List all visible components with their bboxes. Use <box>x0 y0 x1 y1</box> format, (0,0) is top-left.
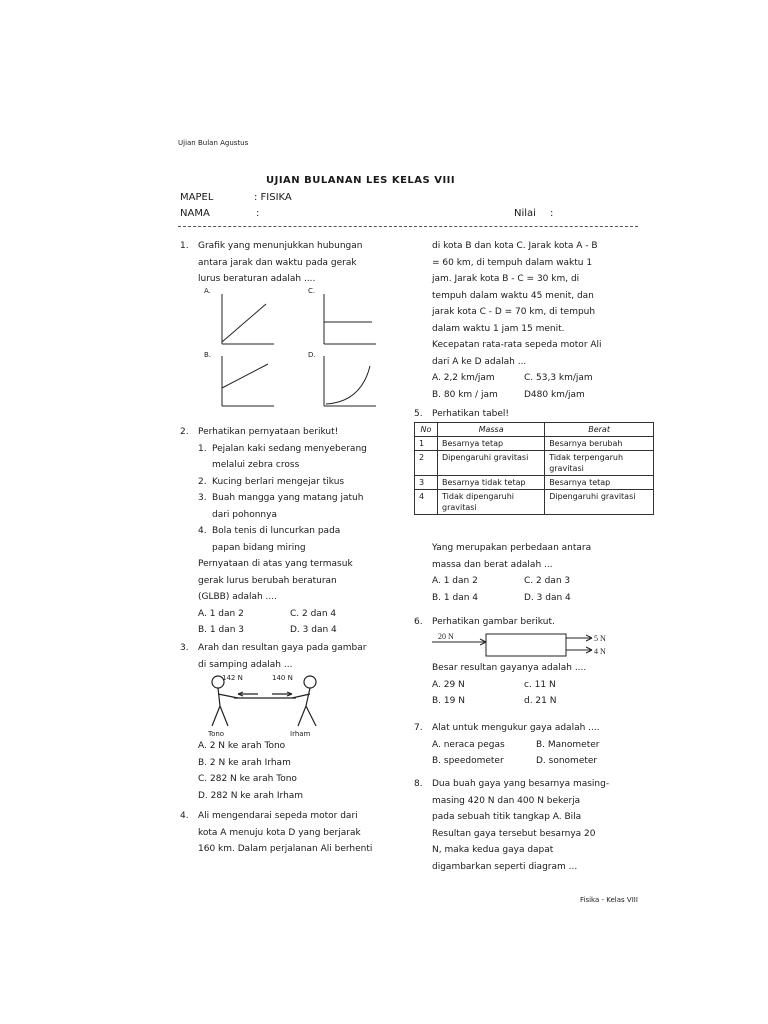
force-left-label: 20 N <box>438 632 454 641</box>
q6-number: 6. <box>414 617 423 627</box>
divider <box>178 226 638 227</box>
q3-number: 3. <box>180 643 189 653</box>
graph-c-label: C. <box>308 287 316 295</box>
nama-label: NAMA <box>180 208 210 219</box>
tono-name: Tono <box>208 730 225 738</box>
q6-question: Besar resultan gayanya adalah .... A. 29 N c. 11 N B. 19 N d. 21 N <box>432 663 587 706</box>
mass-weight-table <box>414 422 654 515</box>
q8-number: 8. <box>414 779 423 789</box>
q5-intro: Perhatikan tabel! <box>432 409 509 419</box>
q3-text: Arah dan resultan gaya pada gambar di samping adalah ... <box>198 643 367 670</box>
q2-block: Perhatikan pernyataan berikut! 1. Pejalan kaki sedang menyeberang melalui zebra cross 2. Kucing berlari mengejar tikus 3. Buah mangga yang matang jatuh dari pohonnya 4. Bola tenis di luncurkan pada papan bidang miring Pernyataan di atas yang termasuk gerak lurus berubah beraturan (GLBB) adalah .... A. 1 dan 2 C. 2 dan 4 B. 1 dan 3 D. 3 dan 4 <box>198 427 367 635</box>
table-row: 4 Tidak dipengaruhi gravitasi Dipengaruhi gravitasi <box>415 490 654 515</box>
mapel-label: MAPEL <box>180 192 214 203</box>
q6-intro: Perhatikan gambar berikut. <box>432 617 555 627</box>
table-row: 3 Besarnya tidak tetap Besarnya tetap <box>415 476 654 490</box>
q3-options: A. 2 N ke arah Tono B. 2 N ke arah Irham C. 282 N ke arah Tono D. 282 N ke arah Irham <box>198 741 304 801</box>
q4-number: 4. <box>180 811 189 821</box>
table-header-massa: Massa <box>438 423 545 437</box>
graph-a-label: A. <box>204 287 211 295</box>
nilai-colon: : <box>550 208 554 219</box>
irham-force-label: 140 N <box>272 674 293 682</box>
q1-graphs <box>196 284 396 414</box>
table-row: 1 Besarnya tetap Besarnya berubah <box>415 437 654 451</box>
graph-d-label: D. <box>308 351 316 359</box>
graph-b-label: B. <box>204 351 212 359</box>
q1-number: 1. <box>180 241 189 251</box>
q6-force-figure <box>432 630 622 660</box>
q4-continuation: di kota B dan kota C. Jarak kota A - B = 60 km, di tempuh dalam waktu 1 jam. Jarak kota B - C = 30 km, di tempuh dalam waktu 45 menit, dan jarak kota C - D = 70 km, di tempuh dalam waktu 1 jam 15 menit. Kecepatan rata-rata sepeda motor Ali dari A ke D adalah ... A. 2,2 km/jam C. 53,3 km/jam B. 80 km / jam D480 km/jam <box>432 241 602 400</box>
q1-text: Grafik yang menunjukkan hubungan antara jarak dan waktu pada gerak lurus beraturan adalah .... <box>198 241 363 284</box>
header-text: Ujian Bulan Agustus <box>178 139 249 147</box>
table-header-berat: Berat <box>545 423 654 437</box>
table-row: 2 Dipengaruhi gravitasi Tidak terpengaruh gravitasi <box>415 451 654 476</box>
table-header-no: No <box>415 423 438 437</box>
q3-tug-of-war-figure <box>198 670 338 738</box>
q7-block: Alat untuk mengukur gaya adalah .... A. neraca pegas B. Manometer B. speedometer D. sonometer <box>432 723 600 766</box>
q5-number: 5. <box>414 409 423 419</box>
q7-number: 7. <box>414 723 423 733</box>
footer-text: Fisika - Kelas VIII <box>580 896 638 904</box>
mapel-value: : FISIKA <box>254 192 292 203</box>
force-right-top-label: 5 N <box>594 634 606 643</box>
q4-text: Ali mengendarai sepeda motor dari kota A menuju kota D yang berjarak 160 km. Dalam perjalanan Ali berhenti <box>198 811 373 854</box>
q2-number: 2. <box>180 427 189 437</box>
tono-force-label: 142 N <box>222 674 243 682</box>
irham-name: Irham <box>290 730 311 738</box>
q8-text: Dua buah gaya yang besarnya masing- masing 420 N dan 400 N bekerja pada sebuah titik tangkap A. Bila Resultan gaya tersebut besarnya 20 N, maka kedua gaya dapat digambarkan seperti diagram ... <box>432 779 610 872</box>
page-title: UJIAN BULANAN LES KELAS VIII <box>266 175 456 186</box>
force-right-bottom-label: 4 N <box>594 647 606 656</box>
nilai-label: Nilai <box>514 208 536 219</box>
nama-colon: : <box>256 208 260 219</box>
q5-after: Yang merupakan perbedaan antara massa dan berat adalah ... A. 1 dan 2 C. 2 dan 3 B. 1 dan 4 D. 3 dan 4 <box>432 543 592 603</box>
